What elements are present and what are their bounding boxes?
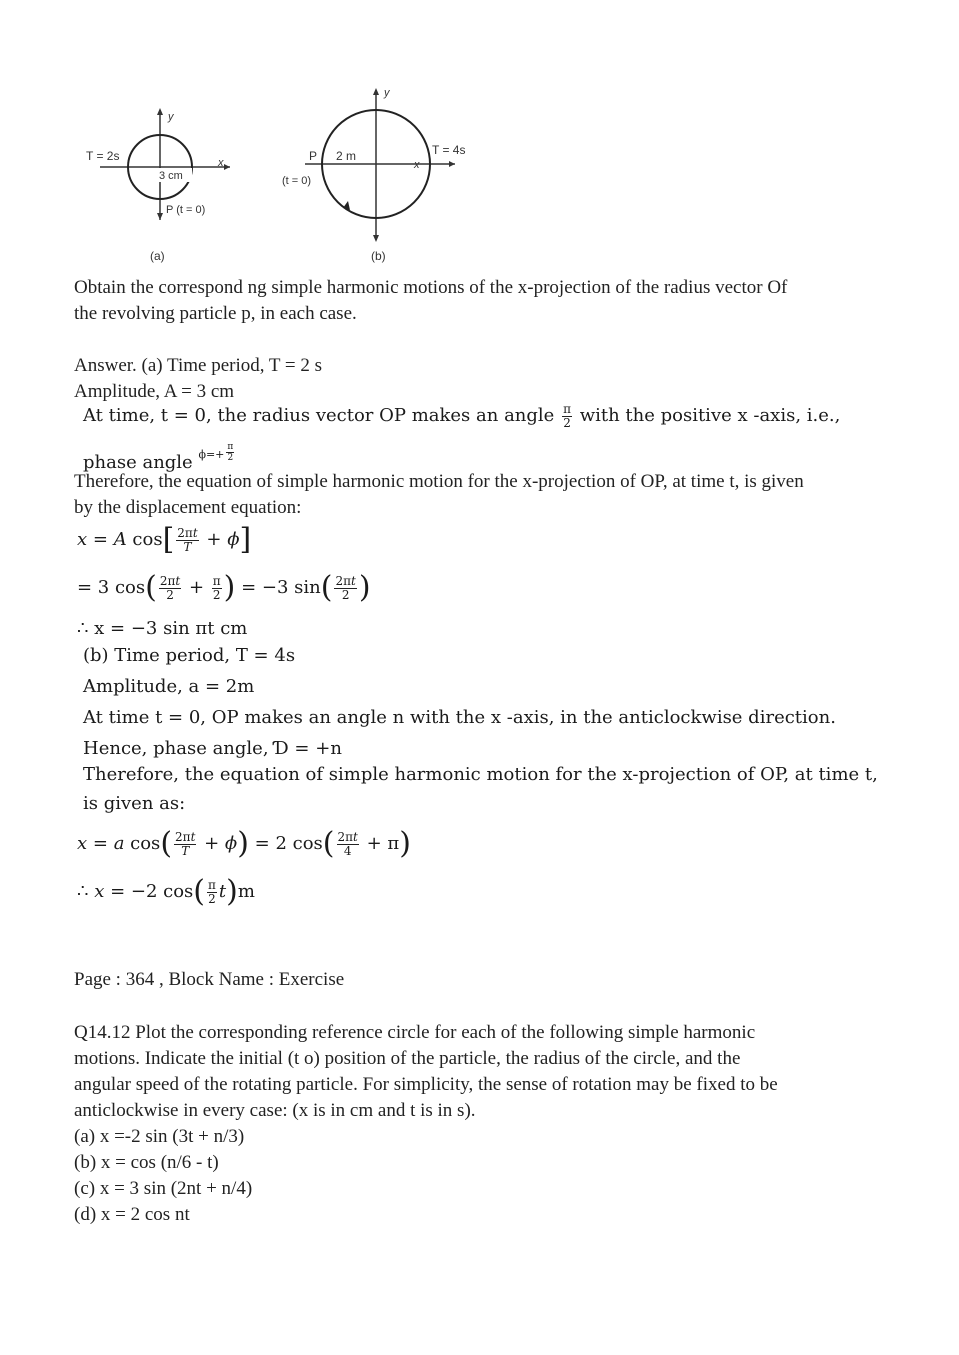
figure-a-caption: (a) [150, 249, 165, 263]
q14-12-line-2: motions. Indicate the initial (t o) position of the particle, the radius of the circle, and the [74, 1048, 741, 1069]
page-block-info: Page : 364 , Block Name : Exercise [74, 969, 345, 990]
q14-12-line-3: angular speed of the rotating particle. For simplicity, the sense of rotation may be fixed to be [74, 1074, 778, 1095]
figure-a-radius: 3 cm [159, 170, 183, 182]
svg-text:x: x [414, 159, 420, 171]
figure-a-point: P (t = 0) [166, 204, 206, 216]
figure-b-caption: (b) [371, 249, 386, 263]
q14-12-line-4: anticlockwise in every case: (x is in cm and t is in s). [74, 1100, 476, 1121]
answer-b-result: ∴ x = −2 cos( $\frac{\pi}{2}$ t)m [77, 874, 255, 909]
answer-a-equation-2: = 3 cos( $\frac{2\pi t}{2}$ + $\frac{\pi}{2}$ ) = −3 sin( $\frac{2\pi t}{2}$ ) [77, 570, 371, 605]
answer-a-eq-intro-1: Therefore, the equation of simple harmonic motion for the x-projection of OP, at time t, is given [74, 471, 804, 492]
figure-b [282, 87, 465, 263]
svg-text:y: y [168, 111, 174, 123]
svg-text:y: y [384, 87, 390, 99]
svg-text:x: x [218, 157, 224, 169]
q14-12-option-b: (b) x = cos (n/6 - t) [74, 1152, 219, 1173]
figure-b-period: T = 4s [432, 143, 466, 157]
answer-a-eq-intro-2: by the displacement equation: [74, 497, 302, 518]
answer-b-angle: At time t = 0, OP makes an angle n with the x -axis, in the anticlockwise direction. [83, 707, 836, 728]
answer-a-period: Answer. (a) Time period, T = 2 s [74, 355, 323, 376]
figure-a [86, 108, 230, 263]
answer-b-period: (b) Time period, T = 4s [83, 645, 296, 666]
figure-a-period: T = 2s [86, 149, 120, 163]
q14-12-option-c: (c) x = 3 sin (2nt + n/4) [74, 1178, 253, 1199]
answer-a-phase: phase angle $^{\phi=+}$ $\frac{\pi}{2}$ [83, 442, 234, 473]
q14-12-option-d: (d) x = 2 cos nt [74, 1204, 190, 1225]
reference-circle-figure [80, 80, 500, 270]
answer-a-equation-1: x = A cos[ $\frac{2\pi t}{T}$ + ϕ] [77, 522, 252, 557]
q14-12-line-1: Q14.12 Plot the corresponding reference circle for each of the following simple harmonic [74, 1022, 756, 1043]
question-line-2: the revolving particle p, in each case. [74, 303, 357, 324]
question-line-1: Obtain the correspond ng simple harmonic motions of the x-projection of the radius vector Of [74, 277, 788, 298]
answer-b-amplitude: Amplitude, a = 2m [83, 676, 255, 697]
answer-a-result: ∴ x = −3 sin πt cm [77, 618, 248, 639]
answer-a-angle: At time, t = 0, the radius vector OP makes an angle $\frac{\pi}{2}$ with the positive x -axis, i.e., [83, 401, 841, 430]
figure-b-point: P [309, 149, 318, 163]
answer-b-eq-intro-2: is given as: [83, 793, 186, 814]
answer-b-equation-1: x = a cos( $\frac{2\pi t}{T}$ + ϕ) = 2 cos( $\frac{2\pi t}{4}$ + π) [77, 826, 411, 861]
figure-b-time: (t = 0) [282, 175, 312, 187]
answer-a-amplitude: Amplitude, A = 3 cm [74, 381, 235, 402]
answer-b-eq-intro-1: Therefore, the equation of simple harmonic motion for the x-projection of OP, at time t, [83, 764, 878, 785]
q14-12-option-a: (a) x =-2 sin (3t + n/3) [74, 1126, 245, 1147]
answer-b-phase: Hence, phase angle, Ɗ = +n [83, 738, 342, 759]
phase-value: ϕ=+ [198, 448, 225, 461]
figure-b-radius: 2 m [336, 149, 357, 163]
